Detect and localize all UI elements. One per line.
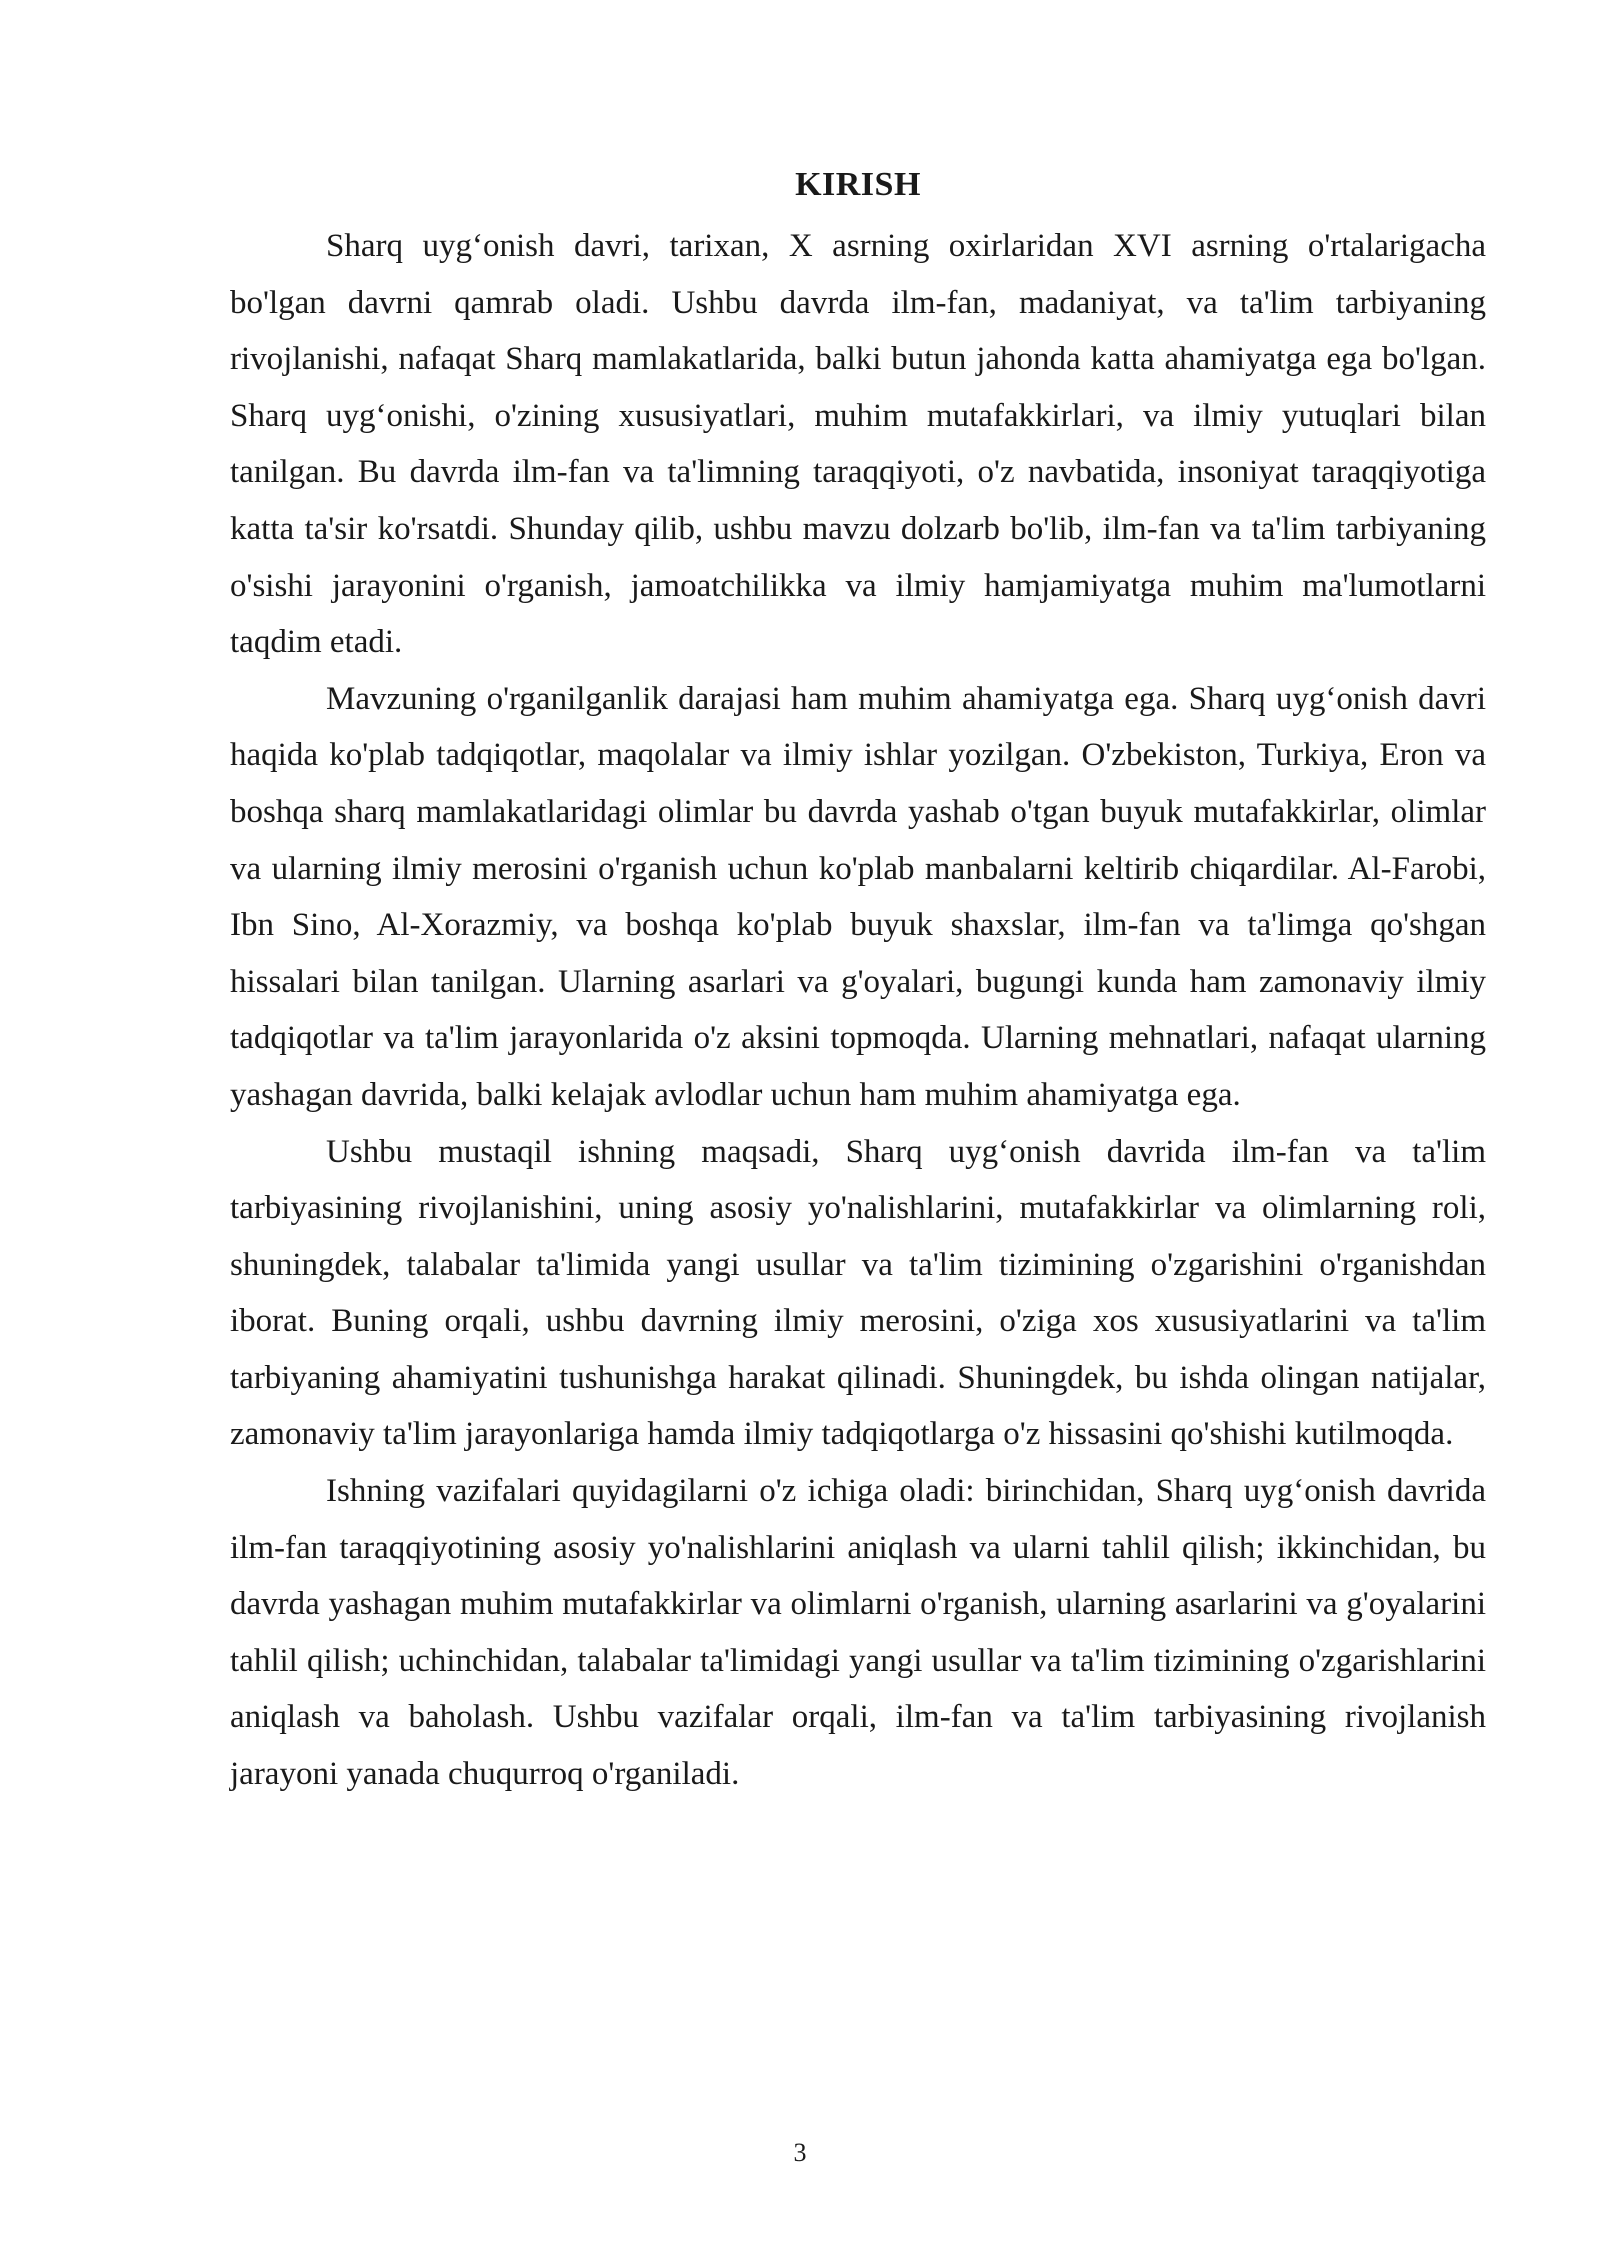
page-number: 3 [793,2138,807,2167]
paragraph-introduction: Sharq uyg‘onish davri, tarixan, X asrning oxirlaridan XVI asrning o'rtalarigacha bo'lgan davrni qamrab oladi. Ushbu davrda ilm-fan, madaniyat, va ta'lim tarbiyaning rivojlanishi, nafaqat Sharq mamlakatlarida, balki butun jahonda katta ahamiyatga ega bo'lgan. Sharq uyg‘onishi, o'zining xususiyatlari, muhim mutafakkirlari, va ilmiy yutuqlari bilan tanilgan. Bu davrda ilm-fan va ta'limning taraqqiyoti, o'z navbatida, insoniyat taraqqiyotiga katta ta'sir ko'rsatdi. Shunday qilib, ushbu mavzu dolzarb bo'lib, ilm-fan va ta'lim tarbiyaning o'sishi jarayonini o'rganish, jamoatchilikka va ilmiy hamjamiyatga muhim ma'lumotlarni taqdim etadi. [230,228,1486,661]
section-heading: KIRISH [795,166,921,203]
page-content [230,164,1486,1803]
paragraph-research-degree: Mavzuning o'rganilganlik darajasi ham muhim ahamiyatga ega. Sharq uyg‘onish davri haqida ko'plab tadqiqotlar, maqolalar va ilmiy ishlar yozilgan. O'zbekiston, Turkiya, Eron va boshqa sharq mamlakatlaridagi olimlar bu davrda yashab o'tgan buyuk mutafakkirlar, olimlar va ularning ilmiy merosini o'rganish uchun ko'plab manbalarni keltirib chiqardilar. Al-Farobi, Ibn Sino, Al-Xorazmiy, va boshqa ko'plab buyuk shaxslar, ilm-fan va ta'limga qo'shgan hissalari bilan tanilgan. Ularning asarlari va g'oyalari, bugungi kunda ham zamonaviy ilmiy tadqiqotlar va ta'lim jarayonlarida o'z aksini topmoqda. Ularning mehnatlari, nafaqat ularning yashagan davrida, balki kelajak avlodlar uchun ham muhim ahamiyatga ega. [230,680,1486,1113]
paragraph-goal: Ushbu mustaqil ishning maqsadi, Sharq uyg‘onish davrida ilm-fan va ta'lim tarbiyasining rivojlanishini, uning asosiy yo'nalishlarini, mutafakkirlar va olimlarning roli, shuningdek, talabalar ta'limida yangi usullar va ta'lim tizimining o'zgarishini o'rganishdan iborat. Buning orqali, ushbu davrning ilmiy merosini, o'ziga xos xususiyatlarini va ta'lim tarbiyaning ahamiyatini tushunishga harakat qilinadi. Shuningdek, bu ishda olingan natijalar, zamonaviy ta'lim jarayonlariga hamda ilmiy tadqiqotlarga o'z hissasini qo'shishi kutilmoqda. [230,1133,1486,1453]
paragraph-tasks: Ishning vazifalari quyidagilarni o'z ichiga oladi: birinchidan, Sharq uyg‘onish davrida ilm-fan taraqqiyotining asosiy yo'nalishlarini aniqlash va ularni tahlil qilish; ikkinchidan, bu davrda yashagan muhim mutafakkirlar va olimlarni o'rganish, ularning asarlarini va g'oyalarini tahlil qilish; uchinchidan, talabalar ta'limidagi yangi usullar va ta'lim tizimining o'zgarishlarini aniqlash va baholash. Ushbu vazifalar orqali, ilm-fan va ta'lim tarbiyasining rivojlanish jarayoni yanada chuqurroq o'rganiladi. [230,1473,1486,1793]
